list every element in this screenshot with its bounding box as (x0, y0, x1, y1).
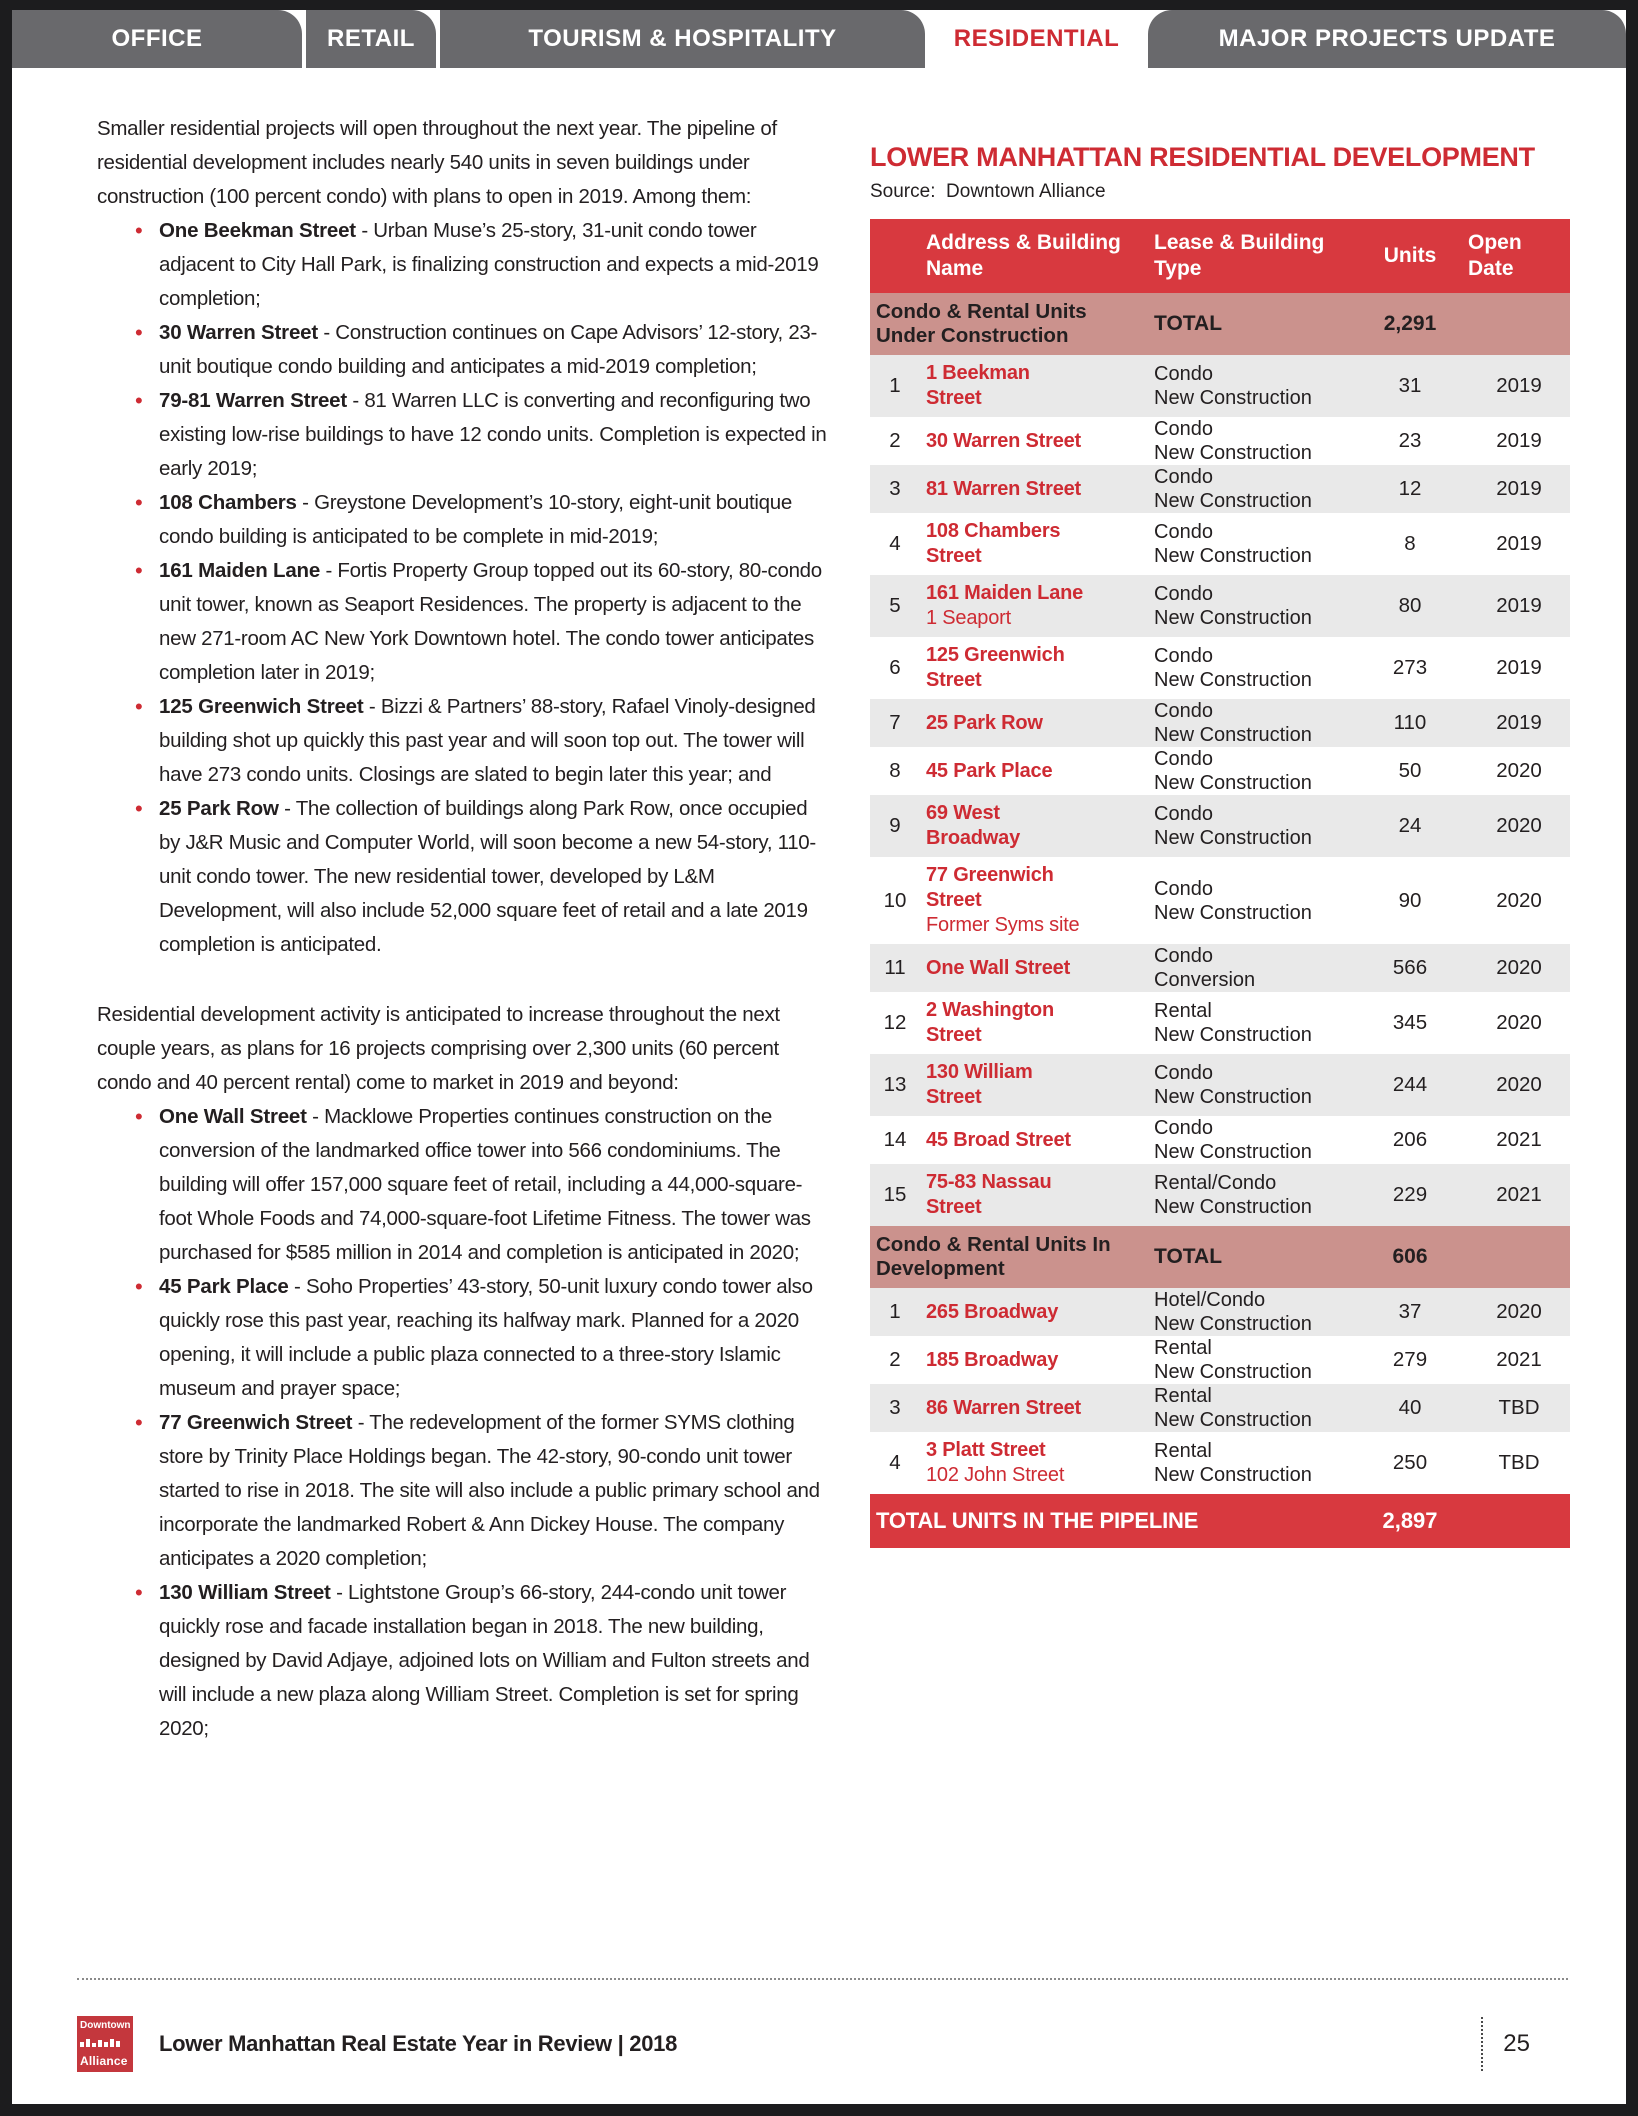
lease-line1: Condo (1154, 877, 1213, 900)
table-row-125-greenwich-street (870, 637, 1570, 699)
table-row-86-warren-street (870, 1384, 1570, 1432)
tab-label: RETAIL (327, 25, 415, 52)
bullet-title: 30 Warren Street (159, 321, 318, 344)
lease-line2: New Construction (1154, 607, 1312, 629)
section-label-line1: Condo & Rental Units (876, 300, 1087, 323)
table-row-77-greenwich-street (870, 857, 1570, 944)
bullet-item-130-william-street (97, 1576, 832, 1746)
table-row-161-maiden-lane (870, 575, 1570, 637)
section-label-line2: Development (876, 1257, 1005, 1280)
address-line1: 108 Chambers (926, 520, 1061, 542)
lease-line2: New Construction (1154, 1086, 1312, 1108)
address-line2: Street (926, 669, 982, 691)
row-units: 273 (1392, 656, 1428, 679)
lease-line1: Rental (1154, 1440, 1212, 1462)
row-lease-type (1140, 999, 1352, 1047)
row-address (920, 1164, 1140, 1226)
row-units: 23 (1398, 429, 1422, 452)
lease-line1: Condo (1154, 521, 1213, 543)
lease-line1: Condo (1154, 1062, 1213, 1084)
skyline-icon (80, 2039, 130, 2047)
row-lease-type (1140, 699, 1352, 747)
lease-line2: New Construction (1154, 1141, 1312, 1163)
table-row-69-west-broadway (870, 795, 1570, 857)
table-row-75-83-nassau-street (870, 1164, 1570, 1226)
address-line1: 25 Park Row (926, 711, 1043, 734)
section-total-label: TOTAL (1154, 1245, 1223, 1268)
lease-line1: Condo (1154, 945, 1213, 967)
lease-line2: New Construction (1154, 827, 1312, 849)
row-number: 1 (889, 374, 901, 397)
table-source: Source: Downtown Alliance (870, 181, 1106, 202)
lease-line1: Rental (1154, 1337, 1212, 1359)
address-line1: 45 Broad Street (926, 1128, 1071, 1151)
row-lease-type (1140, 1061, 1352, 1109)
address-line1: 30 Warren Street (926, 429, 1082, 452)
address-line1: 75-83 Nassau (926, 1171, 1052, 1193)
bullet-item-161-maiden-lane (97, 554, 832, 690)
address-line1: 265 Broadway (926, 1300, 1059, 1323)
row-units: 40 (1398, 1396, 1422, 1419)
bullet-list-under-construction (97, 214, 832, 962)
header-units: Units (1383, 244, 1437, 267)
row-lease-type (1140, 362, 1352, 410)
bullet-item-45-park-place (97, 1270, 832, 1406)
row-units: 90 (1398, 888, 1422, 912)
row-number: 4 (889, 1451, 901, 1474)
address-line1: 45 Park Place (926, 759, 1053, 782)
address-line2: Street (926, 387, 982, 409)
lease-line1: Condo (1154, 700, 1213, 722)
row-units: 279 (1392, 1348, 1428, 1371)
row-address (920, 857, 1140, 944)
bullet-item-125-greenwich-street (97, 690, 832, 792)
page-content (12, 68, 1626, 1948)
tab-bar (12, 10, 1626, 68)
address-line2: Street (926, 1086, 982, 1108)
lease-line2: New Construction (1154, 1313, 1312, 1335)
row-units: 12 (1398, 477, 1422, 500)
lease-line2: New Construction (1154, 1361, 1312, 1383)
second-paragraph: Residential development activity is anticipated to increase throughout the next couple years, as plans for 16 projects comprising over 2,300 units (60 percent condo and 40 percent rental) come to market in 2019 and beyond: (97, 1003, 780, 1094)
row-address (920, 471, 1140, 508)
section-label-line1: Condo & Rental Units In (876, 1233, 1111, 1256)
lease-line2: New Construction (1154, 1464, 1312, 1486)
address-subname: 1 Seaport (926, 607, 1011, 629)
row-lease-type (1140, 802, 1352, 850)
row-address (920, 1390, 1140, 1427)
row-open-date: 2019 (1496, 656, 1542, 679)
section-total-label: TOTAL (1154, 312, 1223, 335)
section-label (870, 1226, 1140, 1288)
page-number-divider (1481, 2017, 1483, 2071)
row-units: 50 (1398, 759, 1422, 782)
address-subname: 102 John Street (926, 1464, 1065, 1486)
address-line1: 77 Greenwich (926, 864, 1054, 886)
row-number: 13 (883, 1073, 907, 1096)
table-row-108-chambers-street (870, 513, 1570, 575)
row-lease-type (1140, 877, 1352, 925)
bullet-title: 45 Park Place (159, 1275, 289, 1298)
row-number: 3 (889, 477, 901, 500)
row-address (920, 1054, 1140, 1116)
row-open-date: 2020 (1496, 888, 1542, 912)
bullet-item-one-wall-street (97, 1100, 832, 1270)
section-header-row (870, 293, 1570, 355)
address-line2: Street (926, 1196, 982, 1218)
row-units: 206 (1392, 1128, 1428, 1151)
row-number: 15 (883, 1183, 907, 1206)
residential-development-table (870, 219, 1570, 1548)
row-open-date: 2020 (1496, 759, 1542, 782)
row-address (920, 753, 1140, 790)
table-row-81-warren-street (870, 465, 1570, 513)
row-address (920, 1122, 1140, 1159)
address-line1: 130 William (926, 1061, 1033, 1083)
page-number: 25 (1503, 2030, 1530, 2057)
bullet-item-30-warren-street (97, 316, 832, 384)
row-number: 2 (889, 1348, 901, 1371)
pipeline-total-row (870, 1494, 1570, 1548)
row-open-date: TBD (1498, 1396, 1540, 1419)
bullet-item-79-81-warren-street (97, 384, 832, 486)
row-open-date: 2019 (1496, 477, 1542, 500)
table-row-3-platt-street (870, 1432, 1570, 1494)
row-number: 11 (884, 956, 906, 979)
row-open-date: 2019 (1496, 532, 1542, 555)
row-number: 1 (889, 1300, 901, 1323)
table-row-one-wall-street (870, 944, 1570, 992)
row-address (920, 950, 1140, 987)
table-row-45-broad-street (870, 1116, 1570, 1164)
tab-office[interactable] (12, 10, 302, 68)
row-number: 4 (889, 532, 901, 555)
row-address (920, 992, 1140, 1054)
header-spacer (870, 245, 920, 267)
row-lease-type (1140, 1336, 1352, 1384)
bullet-title: 79-81 Warren Street (159, 389, 347, 412)
table-row-30-warren-street (870, 417, 1570, 465)
lease-line1: Condo (1154, 645, 1213, 667)
address-subname: Former Syms site (926, 914, 1080, 936)
bullet-text: - The collection of buildings along Park Row, once occupied by J&R Music and Computer World, will soon become a new 54-story, 110-unit condo tower. The new residential tower, developed by L&M Development, will also include 52,000 square feet of retail and a late 2019 completion is anticipated. (159, 797, 816, 956)
lease-line2: New Construction (1154, 545, 1312, 567)
tab-major-projects-update[interactable] (1148, 10, 1626, 68)
tab-label: MAJOR PROJECTS UPDATE (1218, 25, 1556, 52)
row-units: 8 (1404, 532, 1416, 555)
lease-line2: New Construction (1154, 772, 1312, 794)
table-row-185-broadway (870, 1336, 1570, 1384)
bullet-text: - Lightstone Group’s 66-story, 244-condo unit tower quickly rose and facade installation began in 2018. The new building, designed by David Adjaye, adjoined lots on William and Fulton streets and will include a new plaza along William Street. Completion is set for spring 2020; (159, 1581, 810, 1740)
row-lease-type (1140, 582, 1352, 630)
row-lease-type (1140, 1288, 1352, 1336)
lease-line1: Condo (1154, 363, 1213, 385)
row-units: 244 (1392, 1073, 1428, 1096)
lease-line2: New Construction (1154, 490, 1312, 512)
address-line1: 81 Warren Street (926, 477, 1082, 500)
lease-line1: Condo (1154, 748, 1213, 770)
row-lease-type (1140, 644, 1352, 692)
section-total-value: 2,291 (1383, 312, 1437, 335)
row-units: 110 (1393, 711, 1427, 734)
row-address (920, 637, 1140, 699)
bullet-title: 25 Park Row (159, 797, 279, 820)
row-open-date: 2019 (1496, 711, 1542, 734)
row-units: 37 (1398, 1300, 1422, 1323)
row-address (920, 423, 1140, 460)
row-open-date: 2021 (1496, 1348, 1542, 1371)
row-address (920, 795, 1140, 857)
lease-line2: New Construction (1154, 724, 1312, 746)
lease-line2: Conversion (1154, 969, 1256, 991)
lease-line2: New Construction (1154, 1409, 1312, 1431)
bullet-text: - Urban Muse’s 25-story, 31-unit condo tower adjacent to City Hall Park, is finalizing construction and expects a mid-2019 completion; (159, 219, 819, 310)
row-number: 3 (889, 1396, 901, 1419)
bullet-title: 130 William Street (159, 1581, 331, 1604)
footer-title: Lower Manhattan Real Estate Year in Review | 2018 (159, 2031, 678, 2056)
address-line1: One Wall Street (926, 956, 1071, 979)
lease-line1: Rental/Condo (1154, 1172, 1277, 1194)
logo-text-downtown: Downtown (80, 2020, 131, 2031)
lease-line2: New Construction (1154, 387, 1312, 409)
lease-line2: New Construction (1154, 901, 1312, 924)
section-label (870, 293, 1140, 355)
row-lease-type (1140, 1171, 1352, 1219)
address-line1: 161 Maiden Lane (926, 582, 1084, 604)
row-address (920, 705, 1140, 742)
bullet-item-one-beekman-street (97, 214, 832, 316)
tab-label: RESIDENTIAL (953, 25, 1120, 52)
row-number: 8 (889, 759, 901, 782)
address-line1: 69 West (926, 802, 1000, 824)
row-open-date: 2020 (1496, 814, 1542, 837)
row-lease-type (1140, 1116, 1352, 1164)
row-open-date: 2019 (1496, 594, 1542, 617)
row-number: 14 (883, 1128, 907, 1151)
bullet-item-77-greenwich-street (97, 1406, 832, 1576)
row-open-date: 2020 (1496, 1073, 1542, 1096)
tab-label: OFFICE (111, 25, 203, 52)
row-number: 6 (889, 656, 901, 679)
pipeline-total-value: 2,897 (1382, 1508, 1438, 1533)
lease-line1: Condo (1154, 803, 1213, 825)
section-header-row (870, 1226, 1570, 1288)
lease-line2: New Construction (1154, 669, 1312, 691)
bullet-text: - Macklowe Properties continues construction on the conversion of the landmarked office tower into 566 condominiums. The building will offer 157,000 square feet of retail, including a 44,000-square-foot Whole Foods and 74,000-square-foot Lifetime Fitness. The tower was purchased for $585 million in 2014 and completion is anticipated in 2020; (159, 1105, 811, 1264)
bullet-text: - Soho Properties’ 43-story, 50-unit luxury condo tower also quickly rose this past year, reaching its halfway mark. Planned for a 2020 opening, it will include a public plaza connected to a three-story Islamic museum and prayer space; (159, 1275, 813, 1400)
row-open-date: 2020 (1496, 1300, 1542, 1323)
table-row-45-park-place (870, 747, 1570, 795)
table-title: LOWER MANHATTAN RESIDENTIAL DEVELOPMENT (870, 142, 1535, 172)
row-lease-type (1140, 747, 1352, 795)
section-total-value: 606 (1392, 1245, 1428, 1268)
address-line2: Broadway (926, 827, 1020, 849)
row-units: 345 (1392, 1011, 1428, 1034)
lease-line1: Condo (1154, 583, 1213, 605)
table-row-130-william-street (870, 1054, 1570, 1116)
row-open-date: 2021 (1496, 1183, 1542, 1206)
lease-line1: Rental (1154, 1385, 1212, 1407)
row-units: 566 (1392, 956, 1428, 979)
row-lease-type (1140, 944, 1352, 992)
bullet-text: - Greystone Development’s 10-story, eight-unit boutique condo building is anticipated to be complete in mid-2019; (159, 491, 792, 548)
tab-label: TOURISM & HOSPITALITY (528, 25, 837, 52)
row-lease-type (1140, 1439, 1352, 1487)
table-row-1-beekman-street (870, 355, 1570, 417)
table-row-2-washington-street (870, 992, 1570, 1054)
header-address: Address & Building Name (926, 231, 1121, 280)
row-units: 229 (1392, 1183, 1428, 1206)
address-line1: 2 Washington (926, 999, 1054, 1021)
table-row-25-park-row (870, 699, 1570, 747)
bullet-title: 125 Greenwich Street (159, 695, 364, 718)
row-address (920, 575, 1140, 637)
address-line1: 1 Beekman (926, 362, 1030, 384)
downtown-alliance-logo (77, 2016, 133, 2072)
left-text-column (97, 112, 832, 1746)
row-units: 24 (1398, 814, 1422, 837)
bullet-text: - Construction continues on Cape Advisors’ 12-story, 23-unit boutique condo building and anticipates a mid-2019 completion; (159, 321, 818, 378)
bullet-title: 77 Greenwich Street (159, 1411, 353, 1434)
tab-residential[interactable] (929, 10, 1144, 68)
tab-tourism-hospitality[interactable] (440, 10, 925, 68)
row-address (920, 513, 1140, 575)
row-number: 12 (883, 1011, 907, 1034)
row-open-date: 2020 (1496, 956, 1542, 979)
row-address (920, 355, 1140, 417)
row-open-date: 2021 (1496, 1128, 1542, 1151)
address-line1: 125 Greenwich (926, 644, 1065, 666)
report-page (12, 10, 1626, 2104)
lease-line2: New Construction (1154, 442, 1312, 464)
row-open-date: 2019 (1496, 429, 1542, 452)
row-open-date: 2019 (1496, 374, 1542, 397)
row-open-date: TBD (1498, 1451, 1540, 1474)
row-number: 9 (889, 814, 901, 837)
row-number: 7 (889, 711, 901, 734)
bullet-title: 108 Chambers (159, 491, 297, 514)
row-units: 31 (1398, 374, 1422, 397)
address-line1: 185 Broadway (926, 1348, 1059, 1371)
lease-line1: Condo (1154, 418, 1213, 440)
row-address (920, 1342, 1140, 1379)
address-line2: Street (926, 545, 982, 567)
bullet-title: One Beekman Street (159, 219, 356, 242)
bullet-item-25-park-row (97, 792, 832, 962)
lease-line1: Rental (1154, 1000, 1212, 1022)
table-row-265-broadway (870, 1288, 1570, 1336)
bullet-title: 161 Maiden Lane (159, 559, 321, 582)
footer-divider (77, 1978, 1568, 1980)
bullet-text: - Fortis Property Group topped out its 60-story, 80-condo unit tower, known as Seaport Residences. The property is adjacent to the new 271-room AC New York Downtown hotel. The condo tower anticipates completion later in 2019; (159, 559, 822, 684)
tab-retail[interactable] (306, 10, 436, 68)
address-line1: 86 Warren Street (926, 1396, 1082, 1419)
bullet-text: - Bizzi & Partners’ 88-story, Rafael Vinoly-designed building shot up quickly this past year and will soon top out. The tower will have 273 condo units. Closings are slated to begin later this year; and (159, 695, 816, 786)
header-open-date: Open Date (1468, 231, 1522, 280)
page-footer (77, 1978, 1568, 2074)
table-header-row (870, 219, 1570, 293)
lease-line1: Hotel/Condo (1154, 1289, 1266, 1311)
address-line2: Street (926, 889, 982, 911)
bullet-title: One Wall Street (159, 1105, 307, 1128)
row-lease-type (1140, 520, 1352, 568)
lease-line2: New Construction (1154, 1024, 1312, 1046)
bullet-text: - 81 Warren LLC is converting and reconfiguring two existing low-rise buildings to have 12 condo units. Completion is expected in early 2019; (159, 389, 827, 480)
row-lease-type (1140, 465, 1352, 513)
section-label-line2: Under Construction (876, 324, 1069, 347)
row-open-date: 2020 (1496, 1011, 1542, 1034)
lease-line1: Condo (1154, 1117, 1213, 1139)
lease-line1: Condo (1154, 466, 1213, 488)
row-number: 5 (889, 594, 901, 617)
lease-line2: New Construction (1154, 1196, 1312, 1218)
row-units: 250 (1392, 1451, 1428, 1474)
row-address (920, 1294, 1140, 1331)
address-line1: 3 Platt Street (926, 1439, 1046, 1461)
pipeline-total-label: TOTAL UNITS IN THE PIPELINE (876, 1508, 1199, 1533)
header-lease: Lease & Building Type (1154, 231, 1325, 280)
bullet-item-108-chambers (97, 486, 832, 554)
row-lease-type (1140, 1384, 1352, 1432)
row-units: 80 (1398, 594, 1422, 617)
bullet-text: - The redevelopment of the former SYMS clothing store by Trinity Place Holdings began. The 42-story, 90-condo unit tower started to rise in 2018. The site will also include a public primary school and incorporate the landmarked Robert & Ann Dickey House. The company anticipates a 2020 completion; (159, 1411, 820, 1570)
address-line2: Street (926, 1024, 982, 1046)
row-lease-type (1140, 417, 1352, 465)
row-number: 2 (889, 429, 901, 452)
logo-text-alliance: Alliance (80, 2054, 128, 2068)
table-column (870, 142, 1570, 1548)
row-address (920, 1432, 1140, 1494)
bullet-list-in-development (97, 1100, 832, 1746)
intro-paragraph: Smaller residential projects will open throughout the next year. The pipeline of residential development includes nearly 540 units in seven buildings under construction (100 percent condo) with plans to open in 2019. Among them: (97, 117, 777, 208)
row-number: 10 (883, 888, 907, 912)
